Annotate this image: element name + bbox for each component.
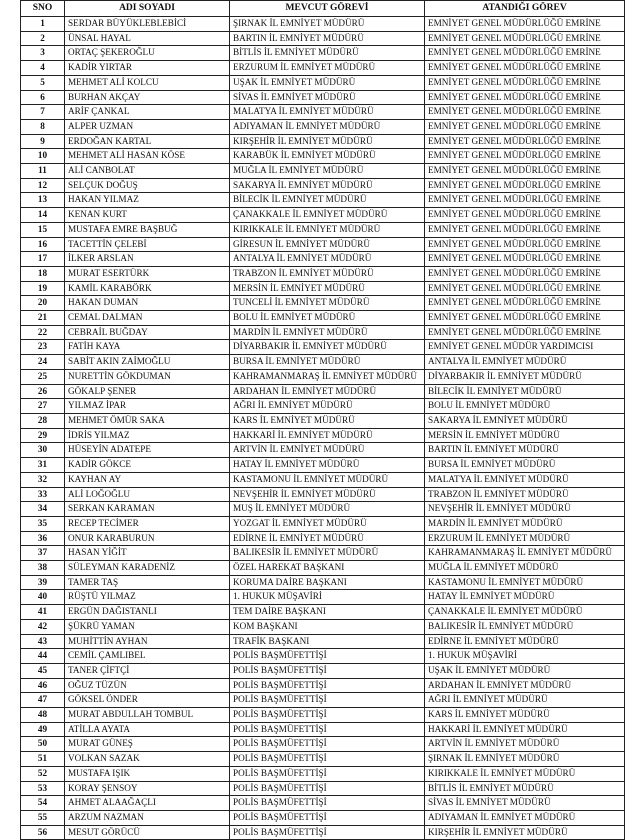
- row-assigned-duty: DİYARBAKIR İL EMNİYET MÜDÜRÜ: [425, 369, 625, 384]
- row-name: ÜNSAL HAYAL: [65, 31, 230, 46]
- row-assigned-duty: EMNİYET GENEL MÜDÜRLÜĞÜ EMRİNE: [425, 105, 625, 120]
- row-current-duty: POLİS BAŞMÜFETTİŞİ: [230, 693, 425, 708]
- row-assigned-duty: MARDİN İL EMNİYET MÜDÜRÜ: [425, 516, 625, 531]
- row-sno: 56: [21, 825, 65, 840]
- row-sno: 9: [21, 134, 65, 149]
- row-current-duty: KAHRAMANMARAŞ İL EMNİYET MÜDÜRÜ: [230, 369, 425, 384]
- row-name: SERKAN KARAMAN: [65, 502, 230, 517]
- row-sno: 24: [21, 355, 65, 370]
- row-sno: 19: [21, 281, 65, 296]
- row-current-duty: BİLECİK İL EMNİYET MÜDÜRÜ: [230, 193, 425, 208]
- table-row: [21, 31, 625, 46]
- row-assigned-duty: MALATYA İL EMNİYET MÜDÜRÜ: [425, 472, 625, 487]
- row-sno: 53: [21, 781, 65, 796]
- row-current-duty: YOZGAT İL EMNİYET MÜDÜRÜ: [230, 516, 425, 531]
- row-assigned-duty: EMNİYET GENEL MÜDÜRLÜĞÜ EMRİNE: [425, 222, 625, 237]
- row-current-duty: MUĞLA İL EMNİYET MÜDÜRÜ: [230, 164, 425, 179]
- row-current-duty: ARDAHAN İL EMNİYET MÜDÜRÜ: [230, 384, 425, 399]
- row-sno: 10: [21, 149, 65, 164]
- table-row: [21, 428, 625, 443]
- row-current-duty: KARABÜK İL EMNİYET MÜDÜRÜ: [230, 149, 425, 164]
- row-assigned-duty: TRABZON İL EMNİYET MÜDÜRÜ: [425, 487, 625, 502]
- row-assigned-duty: KASTAMONU İL EMNİYET MÜDÜRÜ: [425, 575, 625, 590]
- row-name: MURAT ESERTÜRK: [65, 266, 230, 281]
- row-sno: 41: [21, 605, 65, 620]
- row-current-duty: KIRIKKALE İL EMNİYET MÜDÜRÜ: [230, 222, 425, 237]
- row-sno: 52: [21, 766, 65, 781]
- row-assigned-duty: KARS İL EMNİYET MÜDÜRÜ: [425, 708, 625, 723]
- row-current-duty: KOM BAŞKANI: [230, 619, 425, 634]
- row-name: CEBRAİL BUĞDAY: [65, 325, 230, 340]
- row-assigned-duty: EMNİYET GENEL MÜDÜRLÜĞÜ EMRİNE: [425, 178, 625, 193]
- table-row: [21, 810, 625, 825]
- row-name: MUHİTTİN AYHAN: [65, 634, 230, 649]
- row-name: MESUT GÖRÜCÜ: [65, 825, 230, 840]
- row-name: TACETTİN ÇELEBİ: [65, 237, 230, 252]
- row-current-duty: BİTLİS İL EMNİYET MÜDÜRÜ: [230, 46, 425, 61]
- row-assigned-duty: EMNİYET GENEL MÜDÜRLÜĞÜ EMRİNE: [425, 208, 625, 223]
- table-row: [21, 61, 625, 76]
- table-row: [21, 17, 625, 32]
- row-sno: 23: [21, 340, 65, 355]
- row-assigned-duty: KIRŞEHİR İL EMNİYET MÜDÜRÜ: [425, 825, 625, 840]
- row-name: İDRİS YILMAZ: [65, 428, 230, 443]
- row-current-duty: BOLU İL EMNİYET MÜDÜRÜ: [230, 311, 425, 326]
- row-assigned-duty: EMNİYET GENEL MÜDÜRLÜĞÜ EMRİNE: [425, 164, 625, 179]
- row-current-duty: KASTAMONU İL EMNİYET MÜDÜRÜ: [230, 472, 425, 487]
- row-sno: 47: [21, 693, 65, 708]
- table-row: [21, 663, 625, 678]
- row-assigned-duty: KAHRAMANMARAŞ İL EMNİYET MÜDÜRÜ: [425, 546, 625, 561]
- table-row: [21, 266, 625, 281]
- row-name: KAYHAN AY: [65, 472, 230, 487]
- table-row: [21, 119, 625, 134]
- row-current-duty: TUNCELİ İL EMNİYET MÜDÜRÜ: [230, 296, 425, 311]
- row-name: HAKAN DUMAN: [65, 296, 230, 311]
- row-assigned-duty: EMNİYET GENEL MÜDÜRLÜĞÜ EMRİNE: [425, 311, 625, 326]
- row-sno: 4: [21, 61, 65, 76]
- table-row: [21, 75, 625, 90]
- table-row: [21, 502, 625, 517]
- table-row: [21, 237, 625, 252]
- row-current-duty: POLİS BAŞMÜFETTİŞİ: [230, 752, 425, 767]
- row-current-duty: ŞIRNAK İL EMNİYET MÜDÜRÜ: [230, 17, 425, 32]
- row-assigned-duty: MUĞLA İL EMNİYET MÜDÜRÜ: [425, 561, 625, 576]
- row-sno: 22: [21, 325, 65, 340]
- header-name: ADI SOYADI: [65, 1, 230, 17]
- row-current-duty: SAKARYA İL EMNİYET MÜDÜRÜ: [230, 178, 425, 193]
- table-row: [21, 546, 625, 561]
- row-name: ARİF ÇANKAL: [65, 105, 230, 120]
- row-current-duty: KIRŞEHİR İL EMNİYET MÜDÜRÜ: [230, 134, 425, 149]
- row-current-duty: POLİS BAŞMÜFETTİŞİ: [230, 737, 425, 752]
- table-row: [21, 458, 625, 473]
- row-assigned-duty: ADIYAMAN İL EMNİYET MÜDÜRÜ: [425, 810, 625, 825]
- row-assigned-duty: HATAY İL EMNİYET MÜDÜRÜ: [425, 590, 625, 605]
- row-assigned-duty: EMNİYET GENEL MÜDÜRLÜĞÜ EMRİNE: [425, 237, 625, 252]
- row-name: YILMAZ İPAR: [65, 399, 230, 414]
- row-assigned-duty: SİVAS İL EMNİYET MÜDÜRÜ: [425, 796, 625, 811]
- row-assigned-duty: HAKKARİ İL EMNİYET MÜDÜRÜ: [425, 722, 625, 737]
- table-row: [21, 296, 625, 311]
- row-current-duty: DİYARBAKIR İL EMNİYET MÜDÜRÜ: [230, 340, 425, 355]
- table-row: [21, 722, 625, 737]
- row-sno: 40: [21, 590, 65, 605]
- table-header-row: [21, 1, 625, 17]
- table-row: [21, 516, 625, 531]
- row-assigned-duty: EDİRNE İL EMNİYET MÜDÜRÜ: [425, 634, 625, 649]
- row-name: KADİR GÖKCE: [65, 458, 230, 473]
- row-assigned-duty: EMNİYET GENEL MÜDÜRLÜĞÜ EMRİNE: [425, 266, 625, 281]
- row-assigned-duty: ŞIRNAK İL EMNİYET MÜDÜRÜ: [425, 752, 625, 767]
- table-row: [21, 311, 625, 326]
- row-assigned-duty: BURSA İL EMNİYET MÜDÜRÜ: [425, 458, 625, 473]
- row-sno: 14: [21, 208, 65, 223]
- table-row: [21, 46, 625, 61]
- row-assigned-duty: ERZURUM İL EMNİYET MÜDÜRÜ: [425, 531, 625, 546]
- row-sno: 42: [21, 619, 65, 634]
- row-name: SERDAR BÜYÜKLEBLEBİCİ: [65, 17, 230, 32]
- row-name: ERGÜN DAĞISTANLI: [65, 605, 230, 620]
- row-name: SÜLEYMAN KARADENİZ: [65, 561, 230, 576]
- table-row: [21, 443, 625, 458]
- row-assigned-duty: EMNİYET GENEL MÜDÜRLÜĞÜ EMRİNE: [425, 281, 625, 296]
- row-assigned-duty: BARTIN İL EMNİYET MÜDÜRÜ: [425, 443, 625, 458]
- row-name: KORAY ŞENSOY: [65, 781, 230, 796]
- table-row: [21, 693, 625, 708]
- assignment-table: [20, 0, 625, 840]
- row-assigned-duty: EMNİYET GENEL MÜDÜRLÜĞÜ EMRİNE: [425, 325, 625, 340]
- row-current-duty: POLİS BAŞMÜFETTİŞİ: [230, 663, 425, 678]
- row-sno: 37: [21, 546, 65, 561]
- row-sno: 11: [21, 164, 65, 179]
- row-assigned-duty: EMNİYET GENEL MÜDÜRLÜĞÜ EMRİNE: [425, 119, 625, 134]
- row-name: ALİ LOĞOĞLU: [65, 487, 230, 502]
- row-sno: 49: [21, 722, 65, 737]
- row-sno: 36: [21, 531, 65, 546]
- table-row: [21, 340, 625, 355]
- table-row: [21, 634, 625, 649]
- row-sno: 5: [21, 75, 65, 90]
- row-name: MEHMET ALİ HASAN KÖSE: [65, 149, 230, 164]
- row-assigned-duty: EMNİYET GENEL MÜDÜRLÜĞÜ EMRİNE: [425, 134, 625, 149]
- table-row: [21, 575, 625, 590]
- row-assigned-duty: 1. HUKUK MÜŞAVİRİ: [425, 649, 625, 664]
- row-name: AHMET ALAAĞAÇLI: [65, 796, 230, 811]
- row-current-duty: AĞRI İL EMNİYET MÜDÜRÜ: [230, 399, 425, 414]
- row-name: HÜSEYİN ADATEPE: [65, 443, 230, 458]
- table-row: [21, 149, 625, 164]
- table-row: [21, 413, 625, 428]
- row-sno: 48: [21, 708, 65, 723]
- row-current-duty: GİRESUN İL EMNİYET MÜDÜRÜ: [230, 237, 425, 252]
- row-name: SABİT AKIN ZAİMOĞLU: [65, 355, 230, 370]
- row-assigned-duty: ÇANAKKALE İL EMNİYET MÜDÜRÜ: [425, 605, 625, 620]
- row-current-duty: HAKKARİ İL EMNİYET MÜDÜRÜ: [230, 428, 425, 443]
- table-row: [21, 208, 625, 223]
- row-current-duty: HATAY İL EMNİYET MÜDÜRÜ: [230, 458, 425, 473]
- table-row: [21, 487, 625, 502]
- row-name: TANER ÇİFTÇİ: [65, 663, 230, 678]
- row-sno: 27: [21, 399, 65, 414]
- row-assigned-duty: EMNİYET GENEL MÜDÜRLÜĞÜ EMRİNE: [425, 296, 625, 311]
- row-assigned-duty: BALIKESİR İL EMNİYET MÜDÜRÜ: [425, 619, 625, 634]
- row-assigned-duty: EMNİYET GENEL MÜDÜRLÜĞÜ EMRİNE: [425, 46, 625, 61]
- row-current-duty: ANTALYA İL EMNİYET MÜDÜRÜ: [230, 252, 425, 267]
- table-row: [21, 105, 625, 120]
- row-name: ŞÜKRÜ YAMAN: [65, 619, 230, 634]
- table-row: [21, 531, 625, 546]
- row-assigned-duty: EMNİYET GENEL MÜDÜR YARDIMCISI: [425, 340, 625, 355]
- row-assigned-duty: BİTLİS İL EMNİYET MÜDÜRÜ: [425, 781, 625, 796]
- row-current-duty: ERZURUM İL EMNİYET MÜDÜRÜ: [230, 61, 425, 76]
- row-current-duty: ÖZEL HAREKAT BAŞKANI: [230, 561, 425, 576]
- row-name: İLKER ARSLAN: [65, 252, 230, 267]
- row-assigned-duty: BOLU İL EMNİYET MÜDÜRÜ: [425, 399, 625, 414]
- row-current-duty: KORUMA DAİRE BAŞKANI: [230, 575, 425, 590]
- row-assigned-duty: ARDAHAN İL EMNİYET MÜDÜRÜ: [425, 678, 625, 693]
- row-name: MUSTAFA EMRE BAŞBUĞ: [65, 222, 230, 237]
- row-sno: 3: [21, 46, 65, 61]
- table-row: [21, 649, 625, 664]
- row-name: KAMİL KARABÖRK: [65, 281, 230, 296]
- table-row: [21, 678, 625, 693]
- table-row: [21, 708, 625, 723]
- row-sno: 12: [21, 178, 65, 193]
- row-sno: 25: [21, 369, 65, 384]
- row-sno: 55: [21, 810, 65, 825]
- row-current-duty: ARTVİN İL EMNİYET MÜDÜRÜ: [230, 443, 425, 458]
- row-sno: 15: [21, 222, 65, 237]
- table-row: [21, 472, 625, 487]
- row-sno: 29: [21, 428, 65, 443]
- table-row: [21, 252, 625, 267]
- table-row: [21, 355, 625, 370]
- table-row: [21, 325, 625, 340]
- row-current-duty: MALATYA İL EMNİYET MÜDÜRÜ: [230, 105, 425, 120]
- row-current-duty: POLİS BAŞMÜFETTİŞİ: [230, 810, 425, 825]
- table-row: [21, 737, 625, 752]
- row-name: SELÇUK DOĞUŞ: [65, 178, 230, 193]
- row-current-duty: POLİS BAŞMÜFETTİŞİ: [230, 766, 425, 781]
- row-sno: 17: [21, 252, 65, 267]
- table-row: [21, 281, 625, 296]
- row-current-duty: EDİRNE İL EMNİYET MÜDÜRÜ: [230, 531, 425, 546]
- row-name: RÜŞTÜ YILMAZ: [65, 590, 230, 605]
- row-sno: 38: [21, 561, 65, 576]
- row-name: OĞUZ TÜZÜN: [65, 678, 230, 693]
- row-assigned-duty: AĞRI İL EMNİYET MÜDÜRÜ: [425, 693, 625, 708]
- row-sno: 44: [21, 649, 65, 664]
- row-assigned-duty: EMNİYET GENEL MÜDÜRLÜĞÜ EMRİNE: [425, 252, 625, 267]
- row-current-duty: POLİS BAŞMÜFETTİŞİ: [230, 796, 425, 811]
- table-row: [21, 766, 625, 781]
- row-name: ALİ CANBOLAT: [65, 164, 230, 179]
- row-name: ONUR KARABURUN: [65, 531, 230, 546]
- row-name: MEHMET ÖMÜR SAKA: [65, 413, 230, 428]
- row-current-duty: MUŞ İL EMNİYET MÜDÜRÜ: [230, 502, 425, 517]
- row-current-duty: BALIKESİR İL EMNİYET MÜDÜRÜ: [230, 546, 425, 561]
- row-assigned-duty: SAKARYA İL EMNİYET MÜDÜRÜ: [425, 413, 625, 428]
- table-row: [21, 193, 625, 208]
- row-assigned-duty: EMNİYET GENEL MÜDÜRLÜĞÜ EMRİNE: [425, 75, 625, 90]
- row-name: MEHMET ALİ KOLCU: [65, 75, 230, 90]
- row-sno: 16: [21, 237, 65, 252]
- row-name: NURETTİN GÖKDUMAN: [65, 369, 230, 384]
- row-current-duty: MARDİN İL EMNİYET MÜDÜRÜ: [230, 325, 425, 340]
- row-assigned-duty: EMNİYET GENEL MÜDÜRLÜĞÜ EMRİNE: [425, 90, 625, 105]
- row-sno: 26: [21, 384, 65, 399]
- table-row: [21, 619, 625, 634]
- row-current-duty: KARS İL EMNİYET MÜDÜRÜ: [230, 413, 425, 428]
- row-assigned-duty: EMNİYET GENEL MÜDÜRLÜĞÜ EMRİNE: [425, 193, 625, 208]
- row-sno: 35: [21, 516, 65, 531]
- row-sno: 18: [21, 266, 65, 281]
- row-current-duty: POLİS BAŞMÜFETTİŞİ: [230, 722, 425, 737]
- row-sno: 34: [21, 502, 65, 517]
- row-current-duty: TEM DAİRE BAŞKANI: [230, 605, 425, 620]
- row-sno: 43: [21, 634, 65, 649]
- row-name: CEMAL DALMAN: [65, 311, 230, 326]
- row-name: MURAT GÜNEŞ: [65, 737, 230, 752]
- row-assigned-duty: EMNİYET GENEL MÜDÜRLÜĞÜ EMRİNE: [425, 31, 625, 46]
- table-row: [21, 222, 625, 237]
- row-current-duty: ADIYAMAN İL EMNİYET MÜDÜRÜ: [230, 119, 425, 134]
- row-sno: 7: [21, 105, 65, 120]
- row-sno: 21: [21, 311, 65, 326]
- row-current-duty: POLİS BAŞMÜFETTİŞİ: [230, 649, 425, 664]
- row-name: GÖKSEL ÖNDER: [65, 693, 230, 708]
- table-row: [21, 561, 625, 576]
- table-row: [21, 825, 625, 840]
- row-current-duty: POLİS BAŞMÜFETTİŞİ: [230, 781, 425, 796]
- row-name: CEMİL ÇAMLIBEL: [65, 649, 230, 664]
- row-assigned-duty: BİLECİK İL EMNİYET MÜDÜRÜ: [425, 384, 625, 399]
- row-name: ERDOĞAN KARTAL: [65, 134, 230, 149]
- table-row: [21, 134, 625, 149]
- table-row: [21, 164, 625, 179]
- row-sno: 1: [21, 17, 65, 32]
- row-assigned-duty: MERSİN İL EMNİYET MÜDÜRÜ: [425, 428, 625, 443]
- row-assigned-duty: NEVŞEHİR İL EMNİYET MÜDÜRÜ: [425, 502, 625, 517]
- row-current-duty: POLİS BAŞMÜFETTİŞİ: [230, 678, 425, 693]
- row-sno: 46: [21, 678, 65, 693]
- row-name: MURAT ABDULLAH TOMBUL: [65, 708, 230, 723]
- row-current-duty: MERSİN İL EMNİYET MÜDÜRÜ: [230, 281, 425, 296]
- row-name: TAMER TAŞ: [65, 575, 230, 590]
- document-page: [20, 0, 624, 840]
- header-sno: SNO: [21, 1, 65, 17]
- row-name: KENAN KURT: [65, 208, 230, 223]
- row-current-duty: UŞAK İL EMNİYET MÜDÜRÜ: [230, 75, 425, 90]
- row-sno: 6: [21, 90, 65, 105]
- row-current-duty: POLİS BAŞMÜFETTİŞİ: [230, 825, 425, 840]
- row-sno: 45: [21, 663, 65, 678]
- table-row: [21, 178, 625, 193]
- table-row: [21, 399, 625, 414]
- row-sno: 8: [21, 119, 65, 134]
- row-sno: 32: [21, 472, 65, 487]
- row-name: KADİR YIRTAR: [65, 61, 230, 76]
- row-sno: 30: [21, 443, 65, 458]
- row-current-duty: 1. HUKUK MÜŞAVİRİ: [230, 590, 425, 605]
- row-sno: 50: [21, 737, 65, 752]
- row-sno: 13: [21, 193, 65, 208]
- row-name: BURHAN AKÇAY: [65, 90, 230, 105]
- row-name: ORTAÇ ŞEKEROĞLU: [65, 46, 230, 61]
- row-sno: 51: [21, 752, 65, 767]
- row-name: MUSTAFA IŞIK: [65, 766, 230, 781]
- row-name: RECEP TECİMER: [65, 516, 230, 531]
- row-assigned-duty: KIRIKKALE İL EMNİYET MÜDÜRÜ: [425, 766, 625, 781]
- row-sno: 33: [21, 487, 65, 502]
- row-name: ALPER UZMAN: [65, 119, 230, 134]
- row-sno: 31: [21, 458, 65, 473]
- row-assigned-duty: ANTALYA İL EMNİYET MÜDÜRÜ: [425, 355, 625, 370]
- table-row: [21, 752, 625, 767]
- row-assigned-duty: EMNİYET GENEL MÜDÜRLÜĞÜ EMRİNE: [425, 61, 625, 76]
- row-current-duty: SİVAS İL EMNİYET MÜDÜRÜ: [230, 90, 425, 105]
- row-current-duty: TRABZON İL EMNİYET MÜDÜRÜ: [230, 266, 425, 281]
- row-assigned-duty: EMNİYET GENEL MÜDÜRLÜĞÜ EMRİNE: [425, 149, 625, 164]
- table-row: [21, 90, 625, 105]
- row-sno: 2: [21, 31, 65, 46]
- row-name: GÖKALP ŞENER: [65, 384, 230, 399]
- header-current-duty: MEVCUT GÖREVİ: [230, 1, 425, 17]
- table-row: [21, 796, 625, 811]
- row-assigned-duty: EMNİYET GENEL MÜDÜRLÜĞÜ EMRİNE: [425, 17, 625, 32]
- table-row: [21, 384, 625, 399]
- row-name: HASAN YİĞİT: [65, 546, 230, 561]
- row-current-duty: BARTIN İL EMNİYET MÜDÜRÜ: [230, 31, 425, 46]
- row-name: ATİLLA AYATA: [65, 722, 230, 737]
- row-sno: 54: [21, 796, 65, 811]
- row-sno: 20: [21, 296, 65, 311]
- row-current-duty: BURSA İL EMNİYET MÜDÜRÜ: [230, 355, 425, 370]
- header-assigned-duty: ATANDIĞI GÖREV: [425, 1, 625, 17]
- table-row: [21, 605, 625, 620]
- table-row: [21, 781, 625, 796]
- row-sno: 39: [21, 575, 65, 590]
- row-current-duty: ÇANAKKALE İL EMNİYET MÜDÜRÜ: [230, 208, 425, 223]
- row-current-duty: NEVŞEHİR İL EMNİYET MÜDÜRÜ: [230, 487, 425, 502]
- table-row: [21, 590, 625, 605]
- row-name: VOLKAN SAZAK: [65, 752, 230, 767]
- row-assigned-duty: UŞAK İL EMNİYET MÜDÜRÜ: [425, 663, 625, 678]
- row-current-duty: POLİS BAŞMÜFETTİŞİ: [230, 708, 425, 723]
- row-sno: 28: [21, 413, 65, 428]
- row-current-duty: TRAFİK BAŞKANI: [230, 634, 425, 649]
- row-name: ARZUM NAZMAN: [65, 810, 230, 825]
- row-assigned-duty: ARTVİN İL EMNİYET MÜDÜRÜ: [425, 737, 625, 752]
- table-row: [21, 369, 625, 384]
- row-name: FATİH KAYA: [65, 340, 230, 355]
- row-name: HAKAN YILMAZ: [65, 193, 230, 208]
